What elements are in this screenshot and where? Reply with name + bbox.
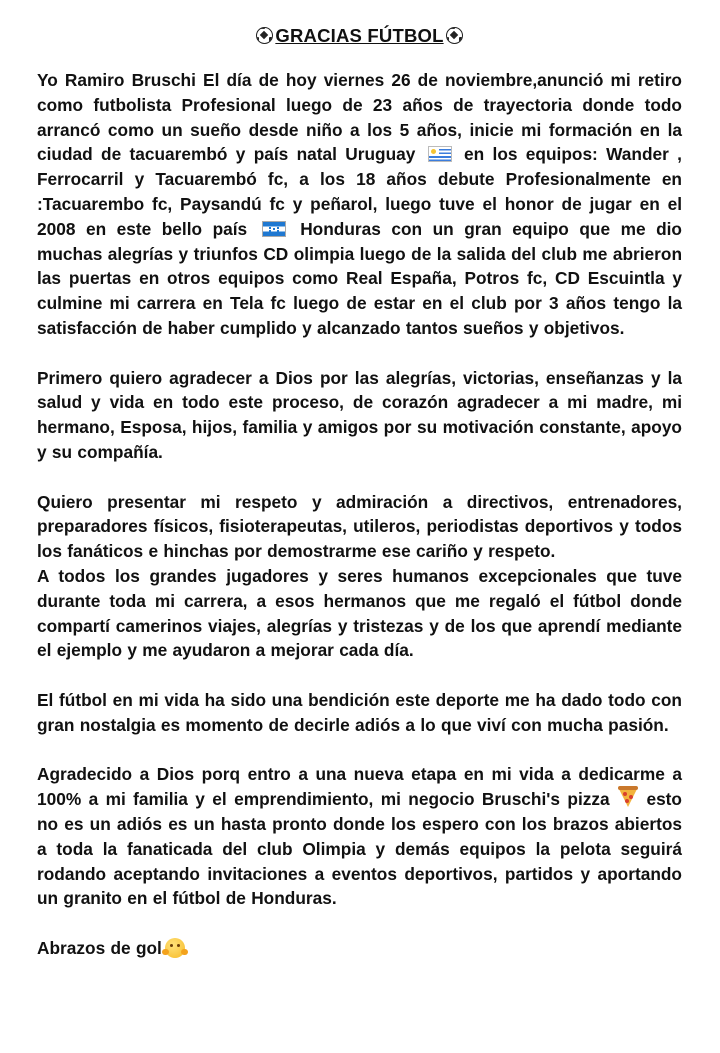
paragraph-gap (37, 465, 682, 490)
paragraph-blessing: El fútbol en mi vida ha sido una bendición este deporte me ha dado todo con gran nostalgia es momento de decirle adiós a lo que viví con mucha pasión. (37, 689, 682, 735)
paragraph-thanks-god: Primero quiero agradecer a Dios por las alegrías, victorias, enseñanzas y la salud y vida en todo este proceso, de corazón agradecer a mi madre, mi hermano, Esposa, hijos, familia y amigos por su motivación constante, apoyo y su compañía. (37, 367, 682, 462)
intro-text-part-3: Honduras con un gran equipo que me dio muchas alegrías y triunfos CD olimpia luego de la salida del club me abrieron las puertas en otros equipos como Real España, Potros fc, CD Escuintla y culmine mi carrera en Tela fc luego de estar en el club por 3 años tengo la satisfacción de haber cumplido y alcanzado tantos sueños y objetivos. (37, 218, 682, 338)
title-text: GRACIAS FÚTBOL (275, 25, 444, 46)
paragraph-teammates: A todos los grandes jugadores y seres humanos excepcionales que tuve durante toda mi carrera, a esos hermanos que me regaló el fútbol donde compartí camerinos viajes, alegrías y tristezas y de los que aprendí mediante el ejemplo y me ayudaron a mejorar cada día. (37, 565, 682, 661)
new-stage-text-part-2: esto no es un adiós es un hasta pronto donde los espero con los brazos abiertos a toda la fanaticada del club Olimpia y demás equipos la pelota seguirá rodando aceptando invitaciones a eventos deportivos, partidos y aportando un granito en el fútbol de Honduras. (37, 789, 682, 909)
soccer-ball-icon (446, 27, 463, 44)
letter-page (37, 22, 682, 961)
paragraph-respect: Quiero presentar mi respeto y admiración a directivos, entrenadores, preparadores físicos, fisioterapeutas, utileros, periodistas deportivos y todos los fanáticos e hinchas por demostrarme ese cariño y respeto. (37, 491, 682, 562)
paragraph-gap (37, 738, 682, 763)
paragraph-gap (37, 663, 682, 688)
letter-title (37, 22, 682, 50)
paragraph-gap (37, 911, 682, 936)
intro-text-part-2: en los equipos: Wander , Ferrocarril y Tacuarembó fc, a los 18 años debute Profesionalmente en :Tacuarembo fc, Paysandú fc y peñarol, luego tuve el honor de jugar en el 2008 en este bello país (37, 144, 682, 239)
paragraph-gap (37, 341, 682, 366)
new-stage-text-part-1: Agradecido a Dios porq entro a una nueva etapa en mi vida a dedicarme a 100% a mi familia y el emprendimiento, mi negocio Bruschi's pizza (37, 764, 682, 810)
hugging-face-icon (165, 938, 185, 958)
paragraph-new-stage (37, 762, 682, 911)
paragraph-intro (37, 68, 682, 341)
honduras-flag-icon (262, 221, 286, 237)
closing-text: Abrazos de gol (37, 937, 162, 958)
closing-line (37, 936, 682, 961)
pizza-icon (619, 789, 637, 807)
intro-text-part-1: Yo Ramiro Bruschi El día de hoy viernes 26 de noviembre,anunció mi retiro como futbolista Profesional luego de 23 años de trayectoria donde todo arrancó como un sueño desde niño a los 5 años, inicie mi formación en la ciudad de tacuarembó y país natal Uruguay (37, 70, 682, 165)
uruguay-flag-icon (428, 146, 452, 162)
soccer-ball-icon (256, 27, 273, 44)
